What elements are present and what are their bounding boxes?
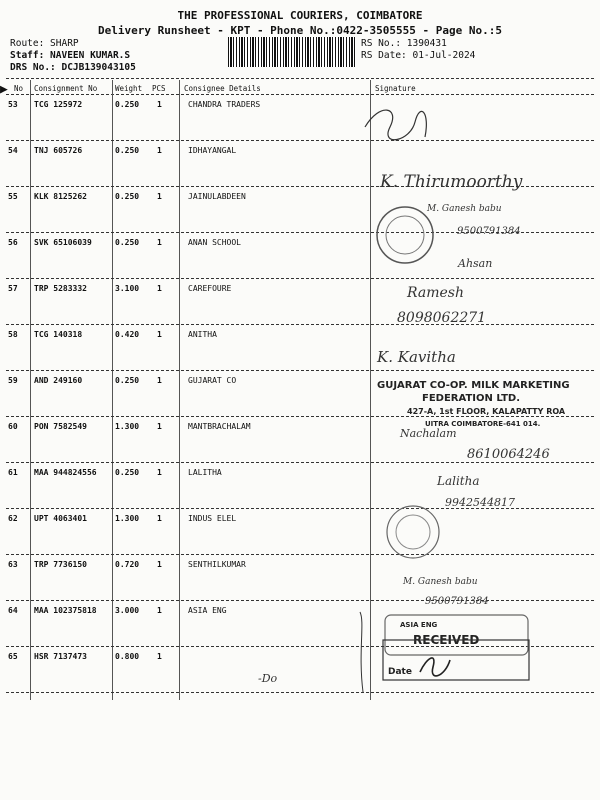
- consignee-name: GUJARAT CO: [188, 376, 237, 385]
- col-separator: [112, 80, 113, 700]
- consignee-name: JAINULABDEEN: [188, 192, 246, 201]
- row-number: 53: [8, 100, 18, 109]
- stamp-gujarat-line1: GUJARAT CO-OP. MILK MARKETING: [377, 380, 570, 391]
- signature-row60: Nachalam: [400, 427, 457, 440]
- signature-row54: K. Thirumoorthy: [380, 172, 523, 192]
- col-header-signature: Signature: [375, 84, 416, 93]
- weight-value: 0.250: [115, 100, 140, 109]
- received-stamp-top: ASIA ENG: [400, 621, 438, 629]
- signature-row63: M. Ganesh babu: [403, 577, 478, 587]
- pcs-value: 1: [157, 330, 162, 339]
- weight-value: 0.250: [115, 146, 140, 155]
- signature-row57: Ramesh: [407, 285, 464, 301]
- barcode: [228, 37, 356, 67]
- signature-row56: Ahsan: [458, 257, 493, 270]
- header-top-divider: [6, 78, 594, 79]
- pcs-value: 1: [157, 146, 162, 155]
- row-number: 64: [8, 606, 18, 615]
- weight-value: 0.420: [115, 330, 140, 339]
- rs-number: RS No.: 1390431: [361, 38, 447, 49]
- consignee-name: ANAN SCHOOL: [188, 238, 241, 247]
- signature-row61-phone: 9942544817: [445, 496, 515, 509]
- consignment-number: AND 249160: [34, 376, 83, 385]
- consignee-name: CHANDRA TRADERS: [188, 100, 261, 109]
- signature-row55: M. Ganesh babu: [427, 204, 502, 214]
- consignee-name: ASIA ENG: [188, 606, 227, 615]
- round-seal-row55: [377, 207, 433, 263]
- pcs-value: 1: [157, 560, 162, 569]
- consignment-number: TCG 140318: [34, 330, 83, 339]
- arrow-marker-icon: ▶: [0, 82, 8, 97]
- row-number: 55: [8, 192, 18, 201]
- row-number: 57: [8, 284, 18, 293]
- drs-label: DRS No.: DCJB139043105: [10, 62, 136, 73]
- pcs-value: 1: [157, 238, 162, 247]
- consignment-number: UPT 4063401: [34, 514, 87, 523]
- stamp-gujarat-line4: UITRA COIMBATORE-641 014.: [425, 420, 541, 428]
- weight-value: 1.300: [115, 422, 140, 431]
- pcs-value: 1: [157, 284, 162, 293]
- consignment-number: SVK 65106039: [34, 238, 92, 247]
- pcs-value: 1: [157, 100, 162, 109]
- consignee-name: MANTBRACHALAM: [188, 422, 251, 431]
- staff-label: Staff: NAVEEN KUMAR.S: [10, 50, 131, 61]
- signature-row57-phone: 8098062271: [397, 310, 487, 326]
- consignee-name: CAREFOURE: [188, 284, 232, 293]
- signature-row61: Lalitha: [437, 474, 480, 488]
- signature-area: [355, 92, 600, 702]
- consignee-name: LALITHA: [188, 468, 222, 477]
- weight-value: 0.250: [115, 376, 140, 385]
- consignee-name: INDUS ELEL: [188, 514, 237, 523]
- rs-date: RS Date: 01-Jul-2024: [361, 50, 476, 61]
- consignment-number: PON 7582549: [34, 422, 87, 431]
- consignment-number: HSR 7137473: [34, 652, 87, 661]
- row-number: 60: [8, 422, 18, 431]
- consignment-number: TRP 5283332: [34, 284, 87, 293]
- stamp-gujarat-line2: FEDERATION LTD.: [422, 393, 520, 404]
- weight-value: 3.100: [115, 284, 140, 293]
- signature-row55-phone: 9500791384: [457, 226, 521, 237]
- consignment-number: MAA 102375818: [34, 606, 97, 615]
- signature-scribble-row53: [365, 110, 426, 140]
- weight-value: 0.250: [115, 238, 140, 247]
- consignment-number: TNJ 605726: [34, 146, 83, 155]
- row-number: 56: [8, 238, 18, 247]
- row65-mark: -Do: [258, 672, 278, 685]
- pcs-value: 1: [157, 514, 162, 523]
- received-stamp-text: RECEIVED: [413, 633, 480, 647]
- consignee-name: ANITHA: [188, 330, 217, 339]
- pcs-value: 1: [157, 606, 162, 615]
- signature-row64-phone: 9500791384: [425, 596, 489, 607]
- col-header-pcs: PCS: [152, 84, 166, 93]
- weight-value: 3.000: [115, 606, 140, 615]
- row-number: 58: [8, 330, 18, 339]
- round-seal-row62: [387, 506, 439, 558]
- row-number: 63: [8, 560, 18, 569]
- pcs-value: 1: [157, 422, 162, 431]
- col-header-no: No: [14, 84, 24, 93]
- consignment-number: KLK 8125262: [34, 192, 87, 201]
- col-separator: [179, 80, 180, 700]
- row-number: 54: [8, 146, 18, 155]
- row-number: 61: [8, 468, 18, 477]
- row-number: 65: [8, 652, 18, 661]
- col-header-consignment: Consignment No: [34, 84, 98, 93]
- weight-value: 0.800: [115, 652, 140, 661]
- signature-row60-phone: 8610064246: [467, 447, 550, 462]
- consignment-number: TCG 125972: [34, 100, 83, 109]
- pcs-value: 1: [157, 468, 162, 477]
- consignee-name: SENTHILKUMAR: [188, 560, 246, 569]
- consignee-name: IDHAYANGAL: [188, 146, 237, 155]
- signature-row65: [420, 658, 450, 676]
- weight-value: 0.720: [115, 560, 140, 569]
- weight-value: 0.250: [115, 192, 140, 201]
- weight-value: 0.250: [115, 468, 140, 477]
- pcs-value: 1: [157, 376, 162, 385]
- route-label: Route: SHARP: [10, 38, 79, 49]
- consignment-number: TRP 7736150: [34, 560, 87, 569]
- company-name: THE PROFESSIONAL COURIERS, COIMBATORE: [177, 9, 423, 22]
- pcs-value: 1: [157, 652, 162, 661]
- col-header-weight: Weight: [115, 84, 143, 93]
- signature-row58: K. Kavitha: [377, 348, 456, 366]
- row-number: 59: [8, 376, 18, 385]
- weight-value: 1.300: [115, 514, 140, 523]
- col-separator: [30, 80, 31, 700]
- consignment-number: MAA 944824556: [34, 468, 97, 477]
- pcs-value: 1: [157, 192, 162, 201]
- runsheet-subtitle: Delivery Runsheet - KPT - Phone No.:0422-3505555 - Page No.:5: [98, 24, 502, 37]
- stamp-gujarat-line3: 427-A, 1st FLOOR, KALAPATTY ROA: [407, 407, 566, 416]
- row-number: 62: [8, 514, 18, 523]
- date-label: Date: [388, 667, 412, 677]
- col-header-consignee: Consignee Details: [184, 84, 261, 93]
